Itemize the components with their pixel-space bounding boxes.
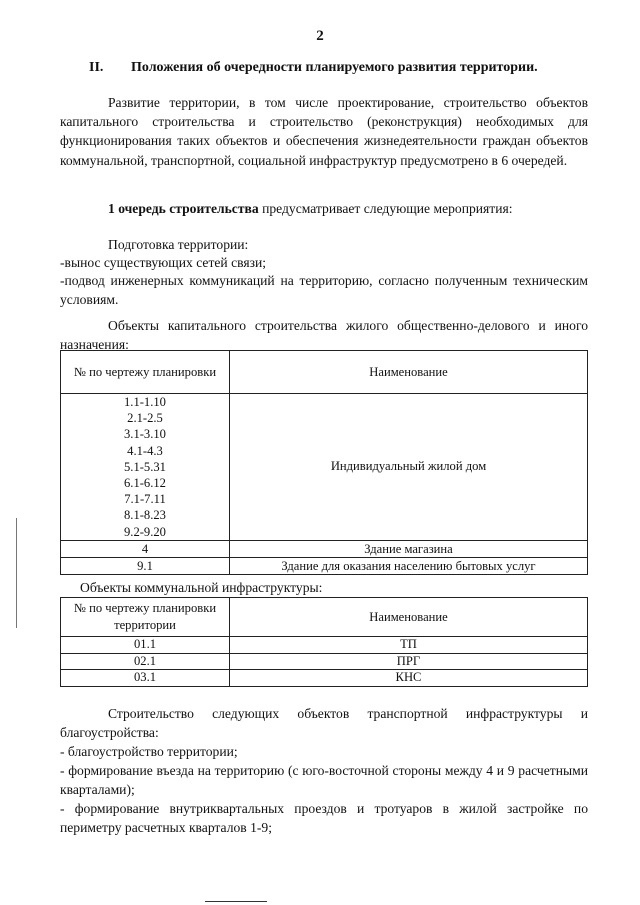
margin-scan-line bbox=[16, 518, 17, 628]
row-code: 01.1 bbox=[61, 637, 230, 654]
preparation-title: Подготовка территории: bbox=[108, 237, 249, 252]
table-row bbox=[61, 540, 588, 557]
row-name: Здание магазина bbox=[230, 540, 588, 557]
utility-objects-table bbox=[60, 597, 588, 687]
table-row bbox=[61, 637, 588, 654]
row-name: КНС bbox=[230, 670, 588, 687]
codes-name-cell: Индивидуальный жилой дом bbox=[230, 394, 588, 541]
column-header-number: № по чертежу планировки территории bbox=[61, 598, 230, 637]
column-header-name: Наименование bbox=[230, 598, 588, 637]
code-range: 8.1-8.23 bbox=[124, 508, 166, 523]
row-code: 4 bbox=[61, 540, 230, 557]
table-row bbox=[61, 557, 588, 574]
code-range: 2.1-2.5 bbox=[127, 411, 163, 426]
transport-item-3: - формирование внутриквартальных проездов и тротуаров в жилой застройке по периметру расчетных кварталов 1-9; bbox=[60, 801, 588, 836]
table-header-row bbox=[61, 598, 588, 637]
section-title: Положения об очередности планируемого развития территории. bbox=[131, 60, 538, 75]
table-row bbox=[61, 670, 588, 687]
footer-rule bbox=[205, 901, 267, 902]
column-header-number: № по чертежу планировки bbox=[61, 351, 230, 394]
code-range: 4.1-4.3 bbox=[127, 443, 163, 458]
code-range: 1.1-1.10 bbox=[124, 395, 166, 409]
transport-intro: Строительство следующих объектов транспортной инфраструктуры и благоустройства: bbox=[60, 706, 588, 741]
preparation-item-2: -подвод инженерных коммуникаций на территорию, согласно полученным техническим условиям. bbox=[60, 273, 588, 308]
code-range: 9.2-9.20 bbox=[124, 524, 166, 539]
row-code: 9.1 bbox=[61, 557, 230, 574]
column-header-name: Наименование bbox=[230, 351, 588, 394]
row-name: ТП bbox=[230, 637, 588, 654]
row-code: 02.1 bbox=[61, 653, 230, 670]
code-range: 6.1-6.12 bbox=[124, 475, 166, 490]
codes-cell bbox=[61, 394, 230, 541]
preparation-item-1: -вынос существующих сетей связи; bbox=[60, 255, 267, 270]
code-range: 3.1-3.10 bbox=[124, 427, 166, 442]
code-range: 5.1-5.31 bbox=[124, 459, 166, 474]
section-heading bbox=[60, 60, 620, 76]
row-name: Здание для оказания населению бытовых услуг bbox=[230, 557, 588, 574]
capital-objects-table bbox=[60, 350, 588, 575]
stage1-bold: 1 очередь строительства bbox=[108, 201, 259, 216]
table-header-row bbox=[61, 351, 588, 394]
stage1-rest: предусматривает следующие мероприятия: bbox=[258, 201, 513, 216]
stage1-line bbox=[108, 199, 513, 218]
row-code: 03.1 bbox=[61, 670, 230, 687]
table1-caption: Объекты капитального строительства жилого общественно-делового и иного назначения: bbox=[60, 318, 588, 353]
intro-paragraph: Развитие территории, в том числе проектирование, строительство объектов капитального строительства и строительство (реконструкция) необходимых для функционирования таких объектов и обеспечения жизнедеятельности граждан объектов коммунальной, транспортной, социальной инфраструктур предусмотрено в 6 очередей. bbox=[60, 95, 588, 168]
codes-list bbox=[61, 394, 229, 540]
transport-item-1: - благоустройство территории; bbox=[60, 744, 238, 759]
section-roman-numeral: II. bbox=[89, 60, 104, 75]
row-name: ПРГ bbox=[230, 653, 588, 670]
table-row bbox=[61, 653, 588, 670]
table-row bbox=[61, 394, 588, 541]
page-number: 2 bbox=[316, 28, 324, 44]
table2-caption: Объекты коммунальной инфраструктуры: bbox=[80, 580, 323, 595]
transport-item-2: - формирование въезда на территорию (с юго-восточной стороны между 4 и 9 расчетными кварталами); bbox=[60, 763, 588, 798]
code-range: 7.1-7.11 bbox=[124, 492, 166, 507]
